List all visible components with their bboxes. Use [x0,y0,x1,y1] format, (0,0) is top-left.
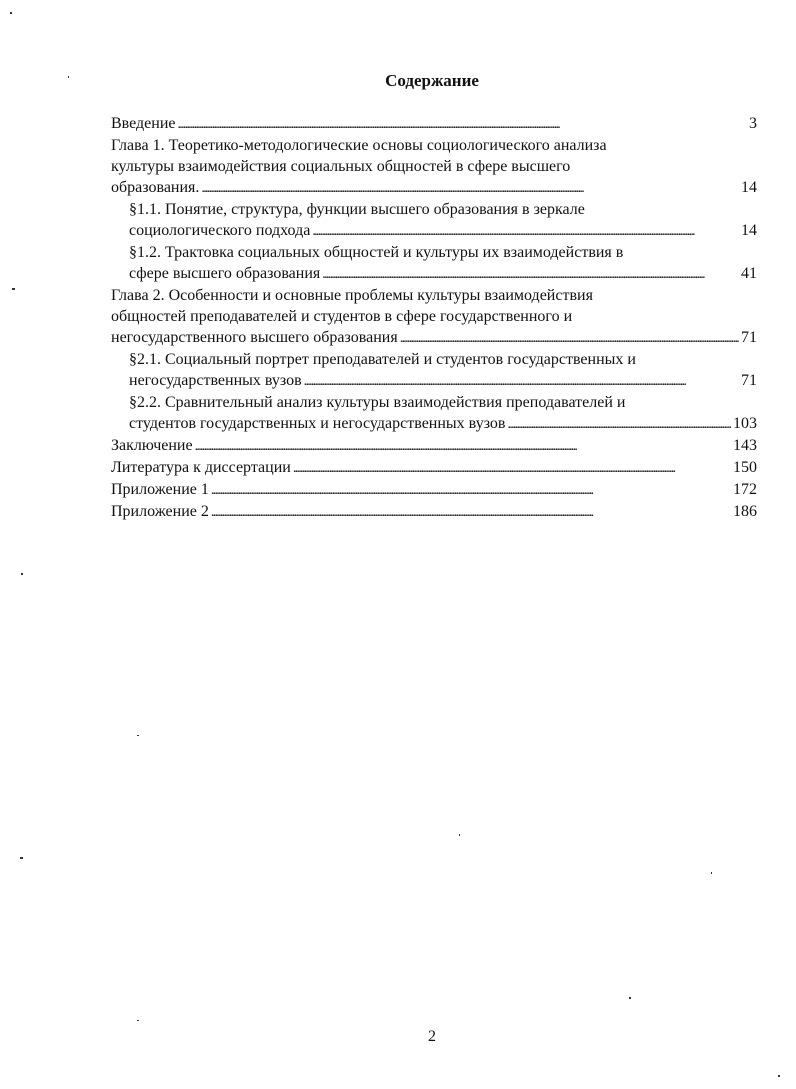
toc-entry-label: Введение [111,115,176,132]
toc-entry-line: §2.2. Сравнительный анализ культуры взаимодействия преподавателей и [129,394,626,411]
toc-page-number: 71 [741,329,757,346]
scan-speck [711,872,712,874]
toc-entry-last-line [129,263,757,285]
scan-speck [459,834,460,836]
dot-leader [211,501,731,523]
toc-entry-last-line [111,457,757,479]
toc-entry [111,285,757,349]
toc-page-number: 103 [733,415,757,432]
dot-leader [322,263,739,285]
toc-entry-last-line [129,220,757,242]
toc-entry-last-line [129,413,757,435]
scan-speck [629,997,631,999]
toc-entry-last-line [111,113,757,135]
toc-entry [111,457,757,479]
toc-page-number: 150 [733,459,757,476]
toc-page-number: 143 [733,437,757,454]
scan-speck [12,288,15,290]
toc-entry-line: Глава 2. Особенности и основные проблемы культуры взаимодействия [111,287,593,304]
toc-entry-line: Глава 1. Теоретико-методологические основы социологического анализа [111,137,607,154]
toc-page-number: 41 [741,265,757,282]
scan-speck [778,1075,780,1077]
dot-leader [400,327,739,349]
scan-speck [10,12,12,14]
toc-entry-label: сфере высшего образования [129,265,321,282]
toc-page-number: 186 [733,503,757,520]
scan-speck [21,573,23,575]
toc-entry-label: студентов государственных и негосударственных вузов [129,415,506,432]
toc-page-number: 172 [733,481,757,498]
dot-leader [201,177,739,199]
scan-speck [137,1020,139,1021]
dot-leader [195,435,731,457]
toc-entry [111,135,757,199]
scan-speck [20,857,23,859]
toc-entry-label: негосударственного высшего образования [111,329,398,346]
toc-entry [111,479,757,501]
toc-entry-label: Заключение [111,437,193,454]
toc-page-number: 14 [741,222,757,239]
toc-entry-label: Приложение 2 [111,503,209,520]
dot-leader [507,413,731,435]
dot-leader [312,220,739,242]
toc-page-number: 3 [749,115,757,132]
toc-entry-last-line [111,501,757,523]
toc-entry-line: §2.1. Социальный портрет преподавателей и студентов государственных и [129,351,636,368]
dot-leader [304,370,739,392]
toc-entry-last-line [111,435,757,457]
toc-entry [111,501,757,523]
toc-entry-line: §1.2. Трактовка социальных общностей и культуры их взаимодействия в [129,244,624,261]
toc-subsection-entry [111,199,757,242]
dot-leader [211,479,731,501]
toc-entry-line: §1.1. Понятие, структура, функции высшего образования в зеркале [129,201,585,218]
scan-speck [137,735,139,736]
toc-entry-last-line [111,177,757,199]
table-of-contents [111,113,757,523]
toc-entry [111,113,757,135]
dot-leader [178,113,748,135]
toc-entry-label: Приложение 1 [111,481,209,498]
toc-entry-label: негосударственных вузов [129,372,302,389]
page-number: 2 [428,1028,436,1045]
toc-entry-label: Литература к диссертации [111,459,291,476]
scan-speck [68,76,69,78]
toc-subsection-entry [111,242,757,285]
page-title: Содержание [385,71,479,90]
toc-entry-last-line [111,327,757,349]
toc-subsection-entry [111,349,757,392]
dot-leader [293,457,731,479]
toc-entry-label: образования. [111,179,200,196]
toc-entry-line: общностей преподавателей и студентов в сфере государственного и [111,308,573,325]
toc-entry-label: социологического подхода [129,222,311,239]
toc-entry-last-line [111,479,757,501]
toc-page-number: 14 [741,179,757,196]
toc-entry-last-line [129,370,757,392]
toc-entry-line: культуры взаимодействия социальных общностей в сфере высшего [111,158,571,175]
toc-subsection-entry [111,392,757,435]
toc-entry [111,435,757,457]
toc-page-number: 71 [741,372,757,389]
